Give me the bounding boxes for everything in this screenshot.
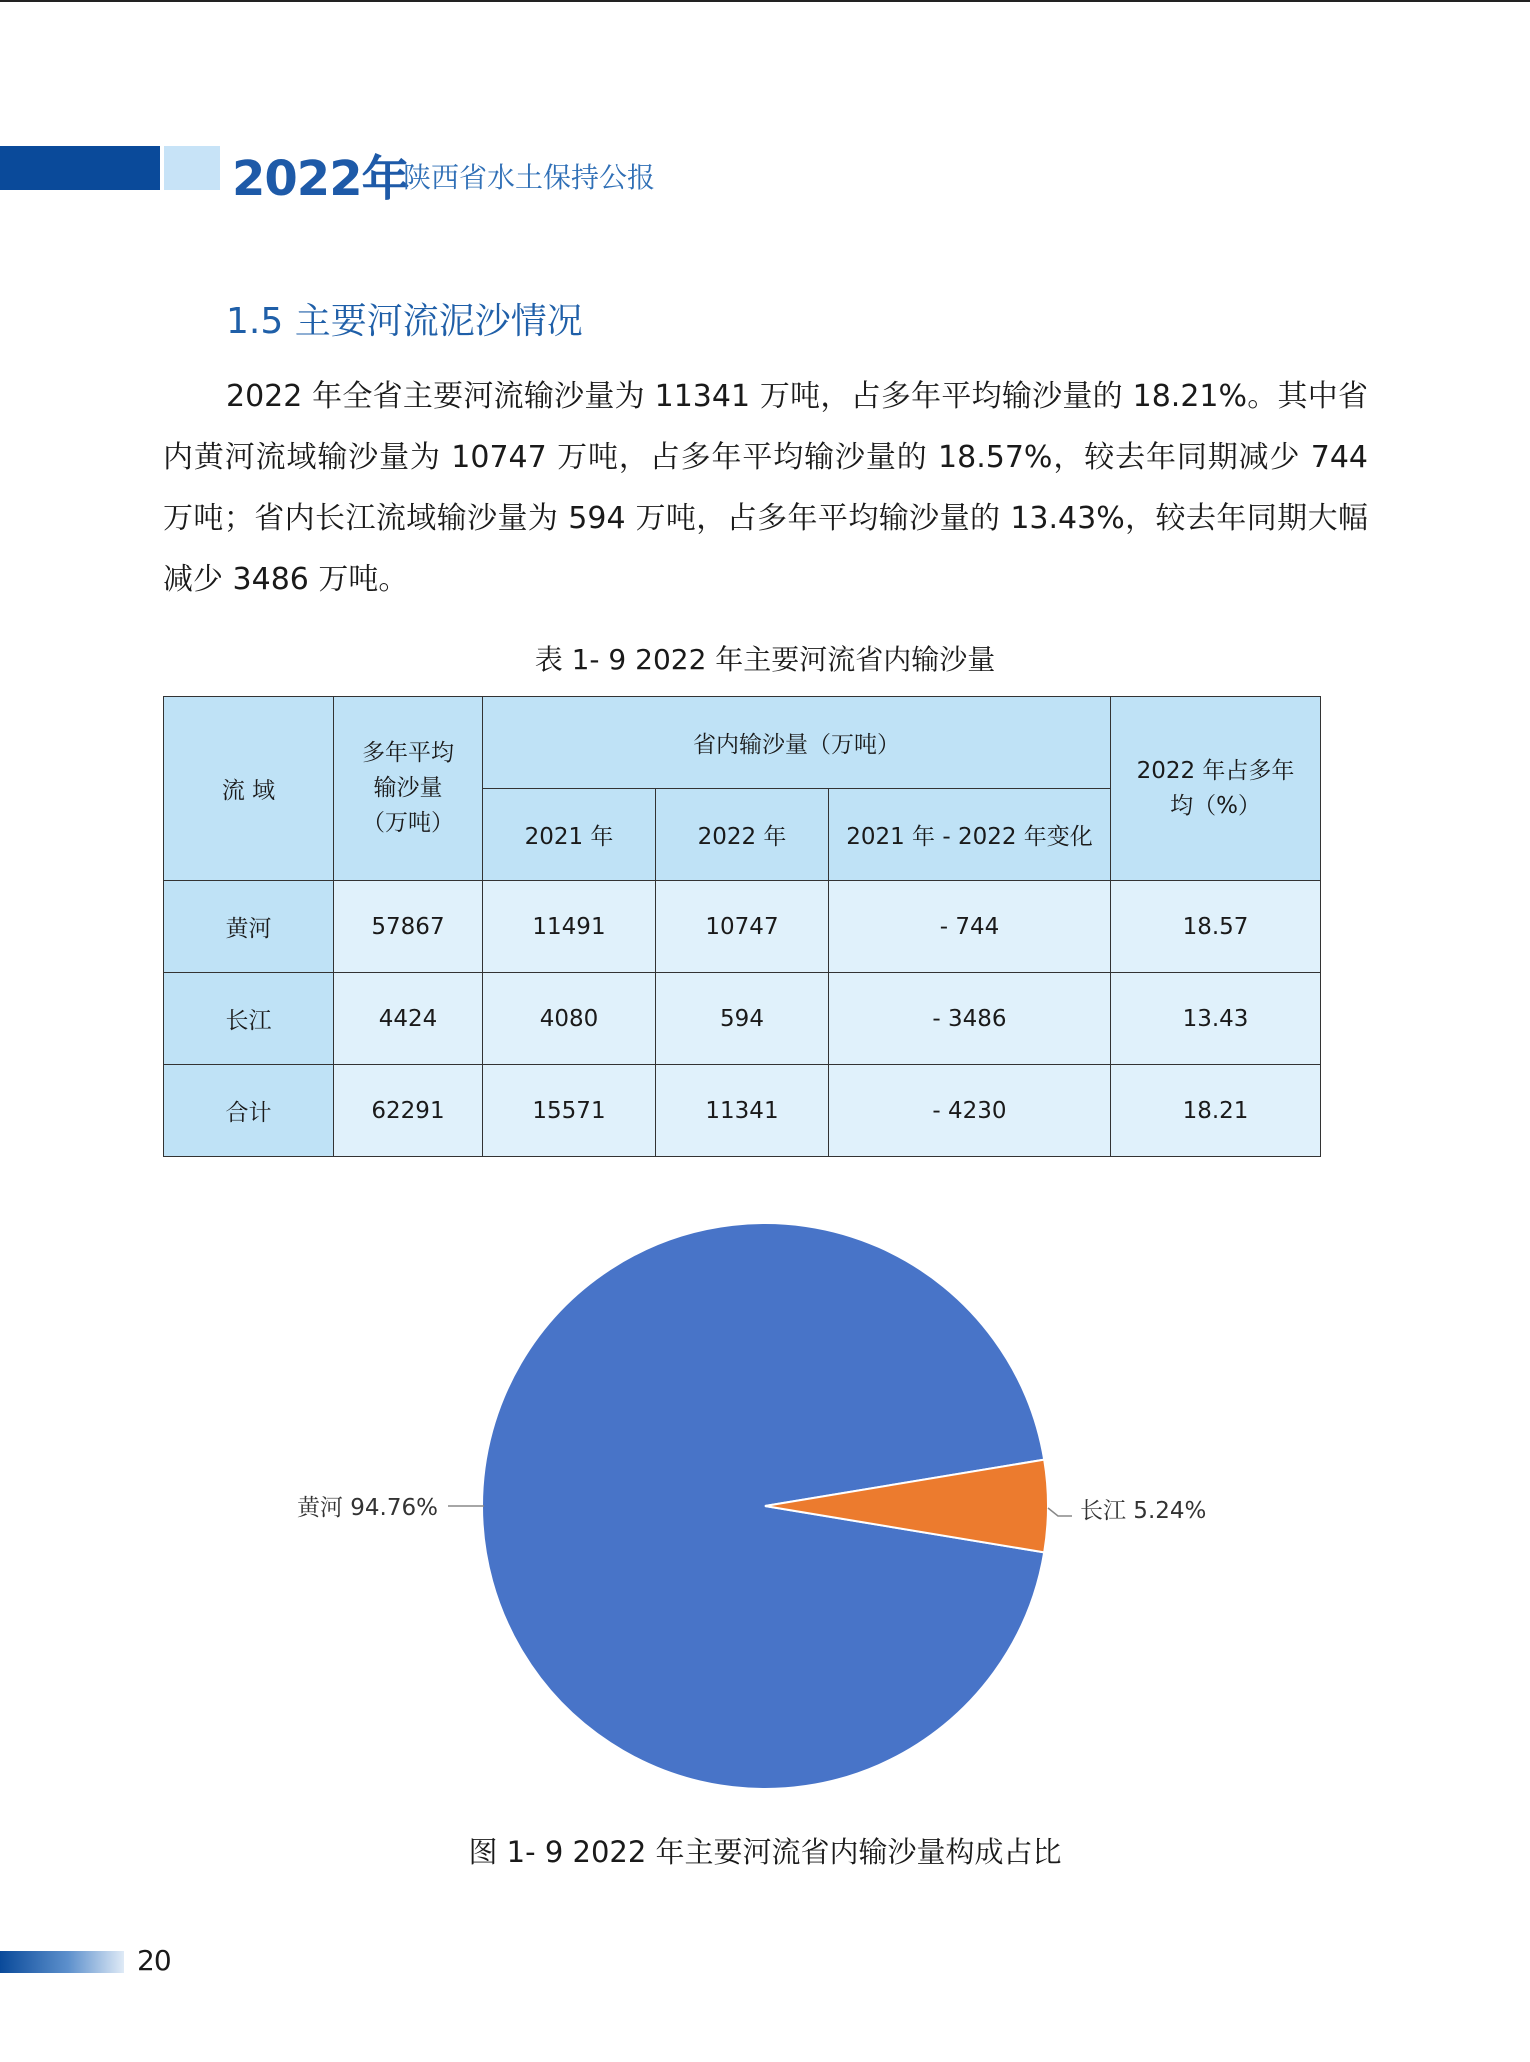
cell-2022: 11341 xyxy=(656,1065,829,1157)
table-caption: 表 1- 9 2022 年主要河流省内输沙量 xyxy=(534,643,996,676)
header-ratio xyxy=(1111,697,1321,881)
cell-change: - 744 xyxy=(829,881,1111,973)
cell-basin: 合计 xyxy=(164,1065,334,1157)
cell-avg: 62291 xyxy=(334,1065,483,1157)
header-change: 2021 年 - 2022 年变化 xyxy=(829,789,1111,881)
page-number: 20 xyxy=(137,1944,171,1977)
cell-avg: 4424 xyxy=(334,973,483,1065)
leader-line-changjiang xyxy=(1048,1508,1072,1516)
cell-avg: 57867 xyxy=(334,881,483,973)
header-band-dark xyxy=(0,146,160,190)
header-avg xyxy=(334,697,483,881)
pie-label-changjiang: 长江 5.24% xyxy=(1080,1498,1207,1524)
pie-chart xyxy=(0,1180,1530,1830)
body-paragraph xyxy=(163,366,1368,610)
figure-caption: 图 1- 9 2022 年主要河流省内输沙量构成占比 xyxy=(468,1835,1062,1869)
cell-2021: 15571 xyxy=(483,1065,656,1157)
table-row xyxy=(164,1065,1321,1157)
body-paragraph-text: 2022 年全省主要河流输沙量为 11341 万吨，占多年平均输沙量的 18.21%。其中省内黄河流域输沙量为 10747 万吨，占多年平均输沙量的 18.57%，较去年同期减少 744 万吨；省内长江流域输沙量为 594 万吨，占多年平均输沙量的 13.43%，较去年同期大幅减少 3486 万吨。 xyxy=(163,379,1368,597)
cell-change: - 4230 xyxy=(829,1065,1111,1157)
cell-2022: 594 xyxy=(656,973,829,1065)
cell-2021: 11491 xyxy=(483,881,656,973)
header-2021: 2021 年 xyxy=(483,789,656,881)
cell-change: - 3486 xyxy=(829,973,1111,1065)
section-title: 1.5 主要河流泥沙情况 xyxy=(226,301,583,342)
header-group: 省内输沙量（万吨） xyxy=(483,697,1111,789)
header-2022: 2022 年 xyxy=(656,789,829,881)
footer-bar xyxy=(0,1951,124,1973)
pie-label-huanghe: 黄河 94.76% xyxy=(296,1495,438,1521)
pie-chart-container xyxy=(0,1180,1530,1830)
cell-2022: 10747 xyxy=(656,881,829,973)
header-avg-text: 多年平均输沙量（万吨） xyxy=(362,740,454,836)
header-basin: 流 域 xyxy=(164,697,334,881)
header-ratio-text: 2022 年占多年均（%） xyxy=(1136,757,1295,819)
cell-ratio: 18.21 xyxy=(1111,1065,1321,1157)
top-rule xyxy=(0,0,1530,2)
table-row xyxy=(164,973,1321,1065)
sediment-table xyxy=(163,696,1321,1157)
header-title: 陕西省水土保持公报 xyxy=(403,161,656,194)
cell-ratio: 18.57 xyxy=(1111,881,1321,973)
cell-basin: 长江 xyxy=(164,973,334,1065)
header-year: 2022年 xyxy=(232,151,409,207)
cell-2021: 4080 xyxy=(483,973,656,1065)
cell-basin: 黄河 xyxy=(164,881,334,973)
header-band-light xyxy=(164,146,220,190)
table-row xyxy=(164,881,1321,973)
cell-ratio: 13.43 xyxy=(1111,973,1321,1065)
